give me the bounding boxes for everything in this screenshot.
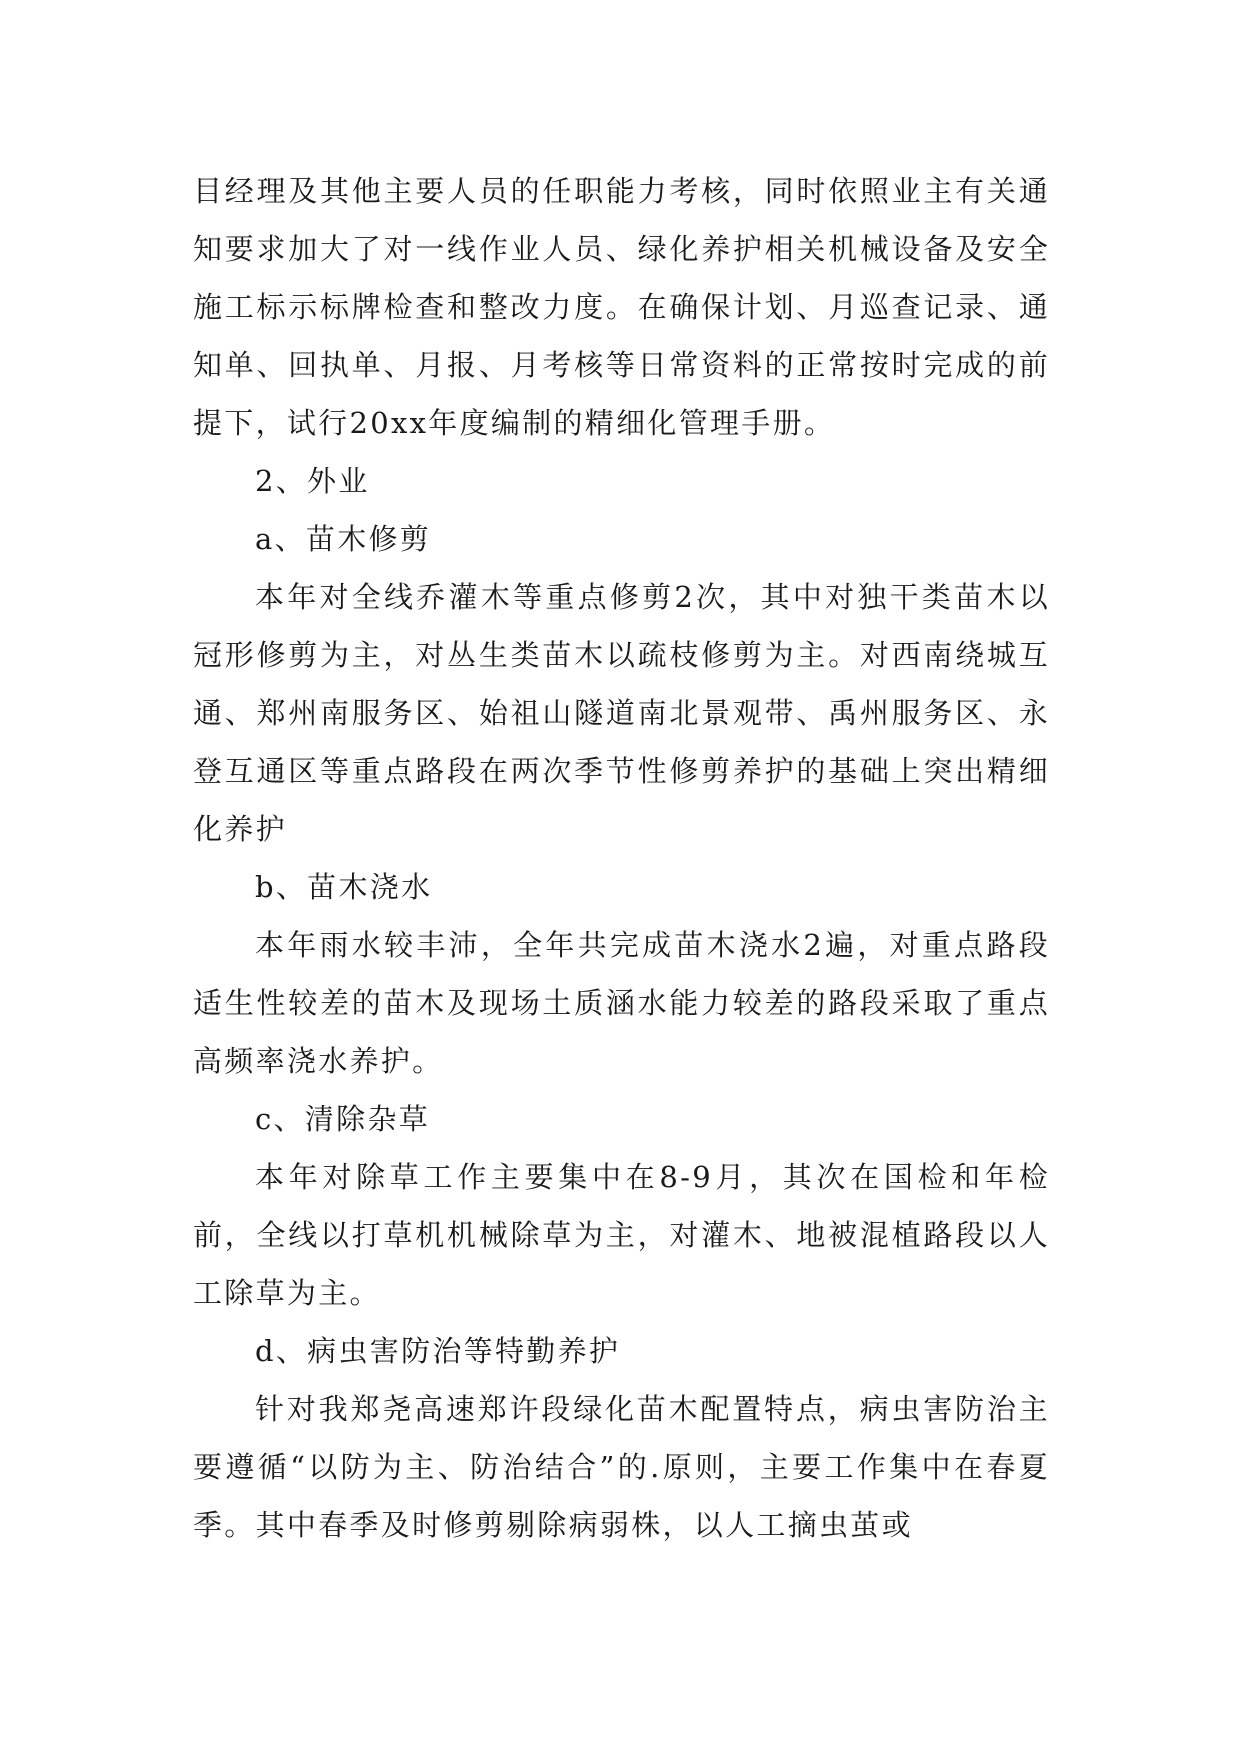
paragraph-watering: 本年雨水较丰沛，全年共完成苗木浇水2遍，对重点路段适生性较差的苗木及现场土质涵水能力较差的路段采取了重点高频率浇水养护。 bbox=[193, 928, 1050, 1078]
subheading-watering: b、苗木浇水 bbox=[255, 870, 433, 904]
subheading-weeding: c、清除杂草 bbox=[255, 1102, 431, 1136]
section-heading-field-work: 2、外业 bbox=[255, 464, 370, 498]
paragraph-management-continued: 目经理及其他主要人员的任职能力考核，同时依照业主有关通知要求加大了对一线作业人员、绿化养护相关机械设备及安全施工标示标牌检查和整改力度。在确保计划、月巡查记录、通知单、回执单、月报、月考核等日常资料的正常按时完成的前提下，试行20xx年度编制的精细化管理手册。 bbox=[193, 174, 1050, 440]
document-body bbox=[193, 162, 1050, 1554]
paragraph-pruning: 本年对全线乔灌木等重点修剪2次，其中对独干类苗木以冠形修剪为主，对丛生类苗木以疏枝修剪为主。对西南绕城互通、郑州南服务区、始祖山隧道南北景观带、禹州服务区、永登互通区等重点路段在两次季节性修剪养护的基础上突出精细化养护 bbox=[193, 580, 1050, 846]
subheading-pest-control: d、病虫害防治等特勤养护 bbox=[255, 1334, 621, 1368]
paragraph-weeding: 本年对除草工作主要集中在8-9月，其次在国检和年检前，全线以打草机机械除草为主，对灌木、地被混植路段以人工除草为主。 bbox=[193, 1160, 1050, 1310]
subheading-pruning: a、苗木修剪 bbox=[255, 522, 432, 556]
paragraph-pest-control: 针对我郑尧高速郑许段绿化苗木配置特点，病虫害防治主要遵循“以防为主、防治结合”的.原则，主要工作集中在春夏季。其中春季及时修剪剔除病弱株，以人工摘虫茧或 bbox=[193, 1392, 1050, 1542]
